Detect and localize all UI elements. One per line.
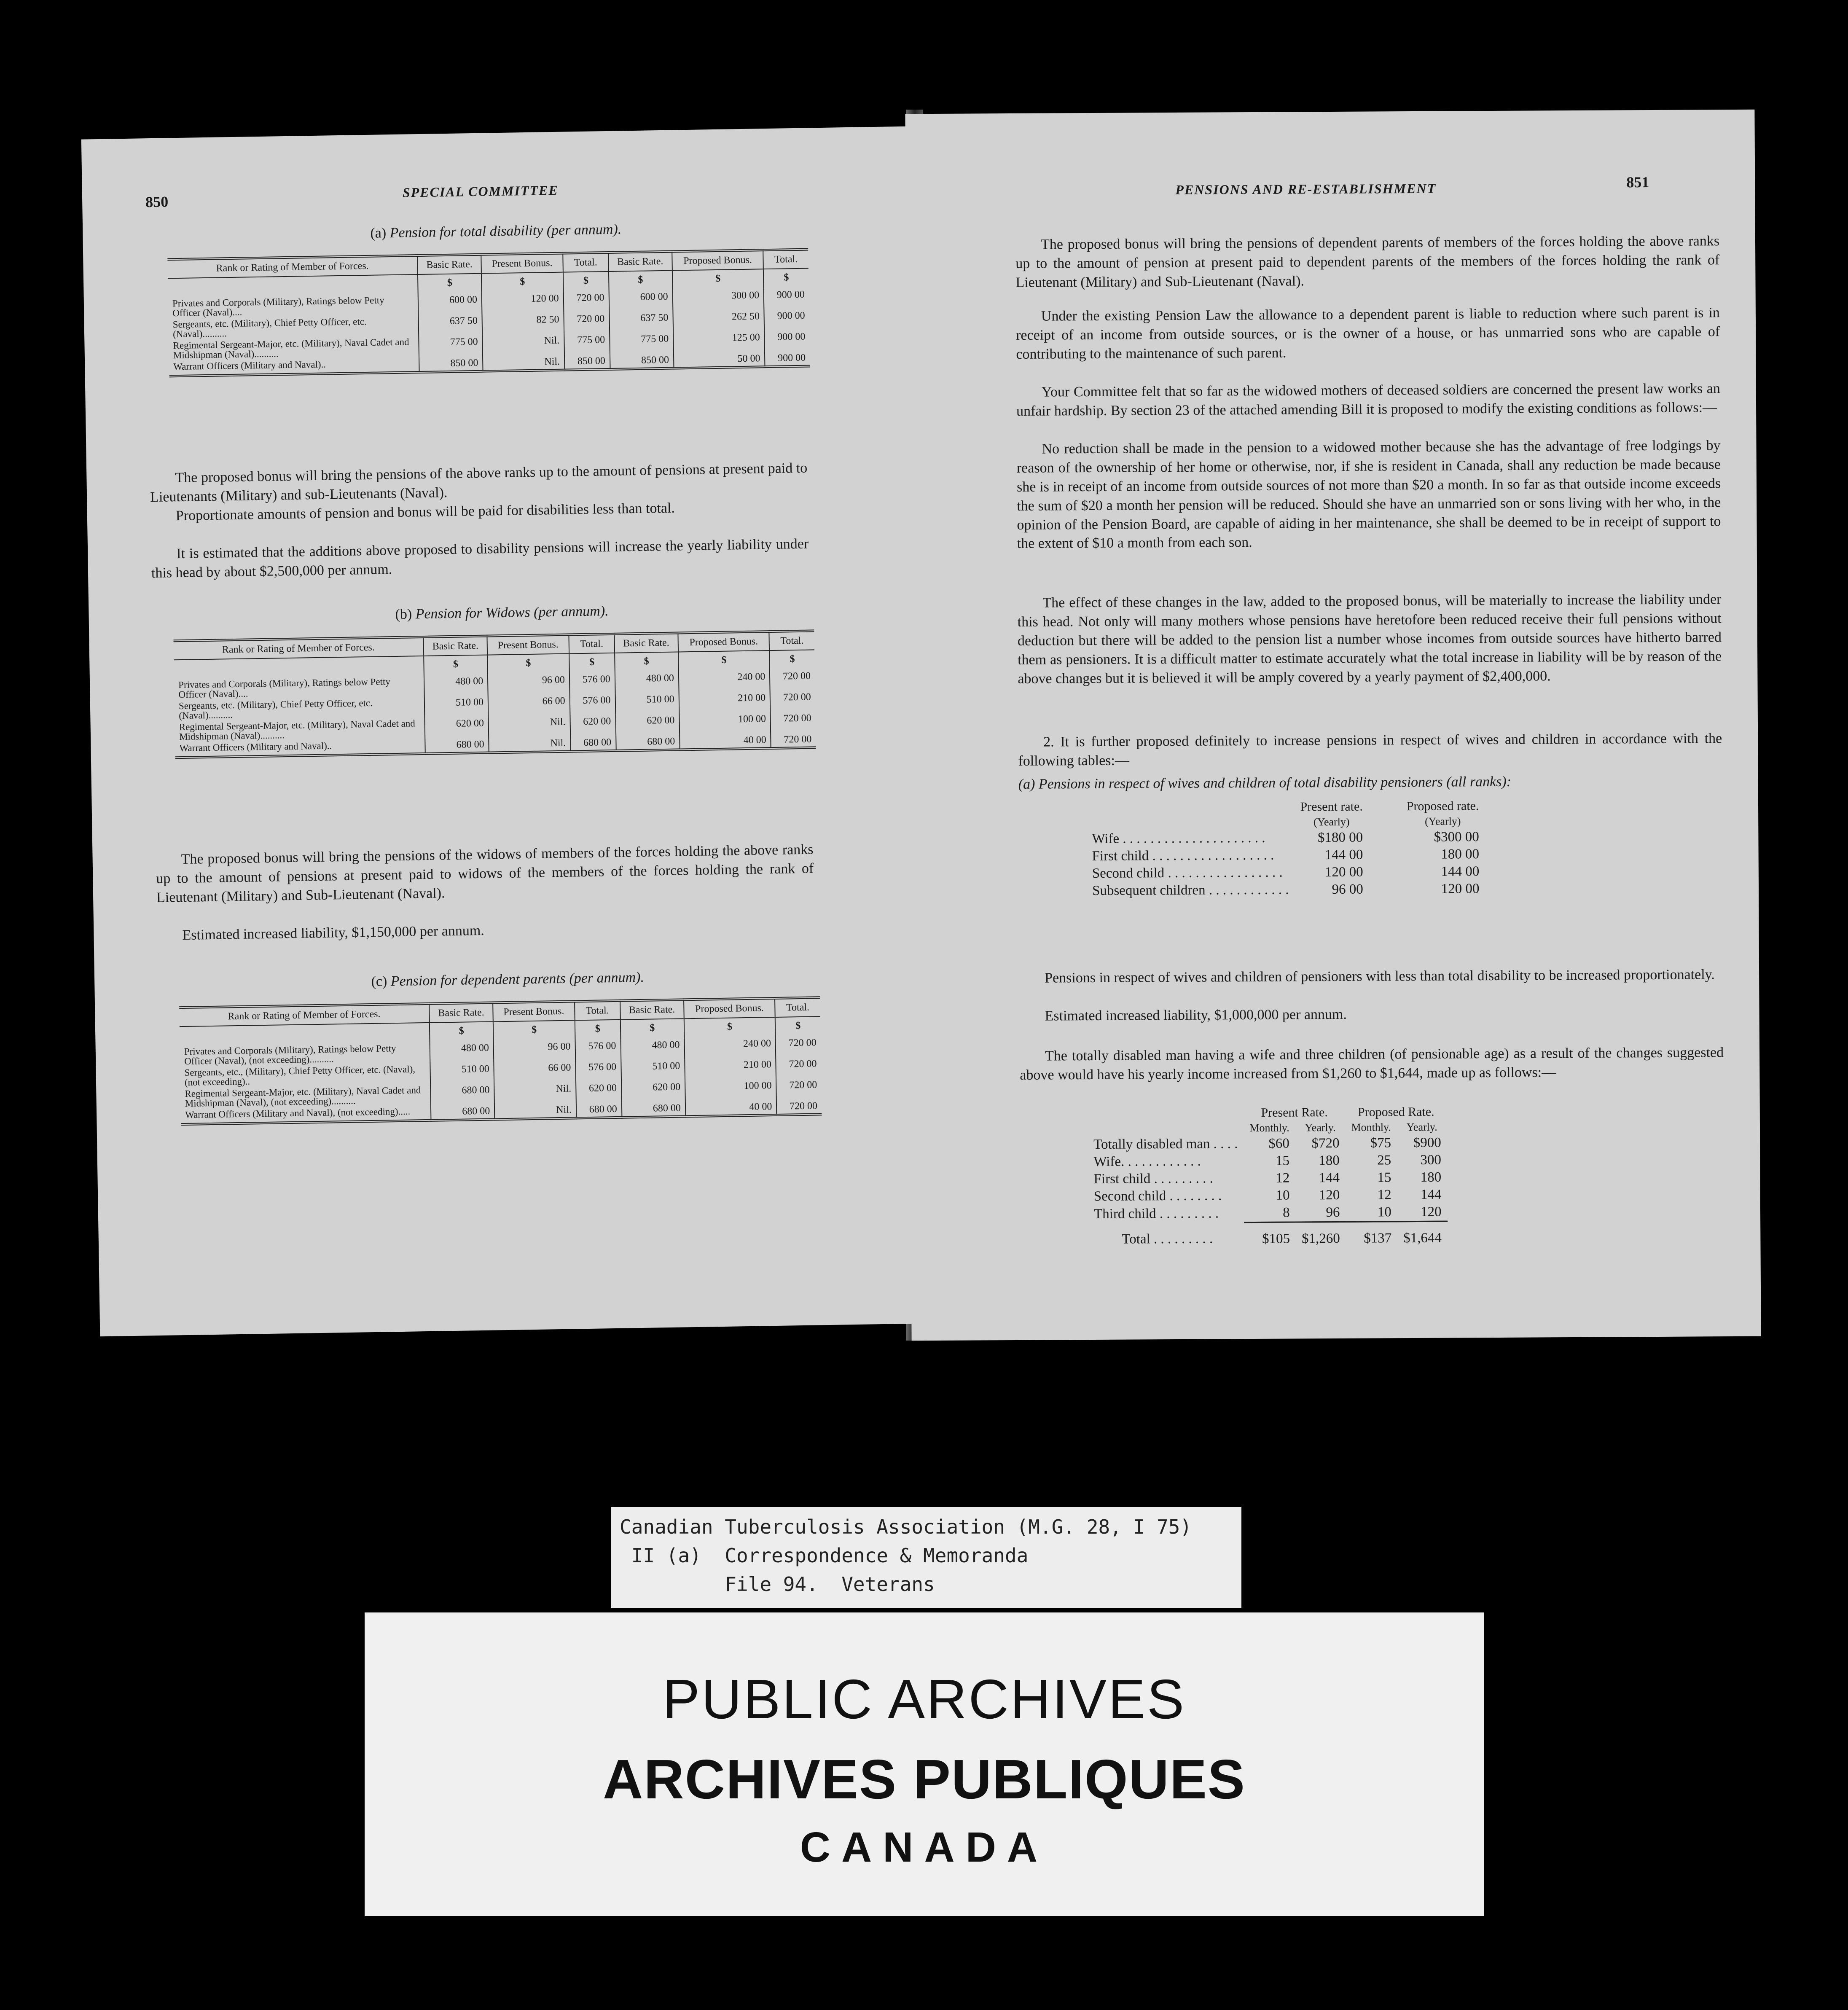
table-cell: 576 00 xyxy=(569,693,615,715)
table-cell: Regimental Sergeant-Major, etc. (Military), Naval Cadet and Midshipman (Naval).......... xyxy=(179,718,415,742)
table-cell: 637 50 xyxy=(609,311,673,333)
col-present-rate: Present rate. xyxy=(1300,799,1363,814)
col-present-bonus: Present Bonus. xyxy=(487,635,569,655)
rate-row: Subsequent children . . . . . . . . . . . . 96 00 120 00 xyxy=(1092,881,1480,898)
table-cell: 510 00 xyxy=(621,1059,685,1081)
table-cell: 720 00 xyxy=(564,312,610,334)
col-basic-rate: Basic Rate. xyxy=(423,636,487,656)
table-cell: Sergeants, etc. (Military), Chief Petty Officer, etc. (Naval).......... xyxy=(178,697,373,721)
table-cell: 40 00 xyxy=(685,1100,777,1116)
col-present-bonus: Present Bonus. xyxy=(493,1001,575,1021)
table-cell: 510 00 xyxy=(424,696,489,717)
table-a xyxy=(167,248,810,378)
col-total-2: Total. xyxy=(763,250,808,269)
table-cell: 720 00 xyxy=(771,732,816,748)
col-proposed-bonus: Proposed Bonus. xyxy=(684,998,775,1019)
income-table xyxy=(1088,1104,1448,1249)
table-c-caption: (c) Pension for dependent parents (per annum). xyxy=(371,969,645,990)
table-b xyxy=(173,629,816,759)
archive-file-label xyxy=(611,1507,1241,1608)
table-cell: 480 00 xyxy=(620,1038,685,1060)
rate-row: Wife . . . . . . . . . . . . . . . . . . . . . $180 00 $300 00 xyxy=(1092,829,1479,846)
col-total: Total. xyxy=(563,253,609,272)
table-cell: 96 00 xyxy=(494,1040,575,1062)
table-cell: 720 00 xyxy=(776,1078,821,1100)
table-cell: Privates and Corporals (Military), Ratings below Petty Officer (Naval), (not exceeding).......... xyxy=(184,1043,396,1067)
col-basic-rate: Basic Rate. xyxy=(417,255,481,275)
col-proposed-rate: Proposed rate. xyxy=(1406,799,1479,814)
table-cell: Nil. xyxy=(494,1082,576,1104)
rate-row: Second child . . . . . . . . . . . . . . . . . 120 00 144 00 xyxy=(1092,864,1480,881)
table-cell: 100 00 xyxy=(685,1079,776,1101)
running-head-title: PENSIONS AND RE-ESTABLISHMENT xyxy=(1175,180,1437,197)
col-basic-rate-2: Basic Rate. xyxy=(620,1000,684,1020)
table-cell: 66 00 xyxy=(488,694,570,717)
table-cell: 620 00 xyxy=(576,1081,622,1103)
left-page xyxy=(81,126,926,1336)
col-basic-rate-2: Basic Rate. xyxy=(608,252,672,272)
table-cell: 262 50 xyxy=(673,309,764,332)
income-row: Wife. . . . . . . . . . . . 15 180 25 300 xyxy=(1093,1152,1442,1169)
col-total-2: Total. xyxy=(775,997,820,1017)
table-cell: 637 50 xyxy=(418,314,482,336)
table-cell: Privates and Corporals (Military), Ratings below Petty Officer (Naval).... xyxy=(172,295,384,319)
table-cell: 720 00 xyxy=(776,1057,821,1079)
table-cell: 480 00 xyxy=(615,671,679,693)
table-cell: Warrant Officers (Military and Naval).. xyxy=(173,359,326,372)
table-cell: 480 00 xyxy=(430,1041,494,1063)
unit-row: $ $ $ $ $ $ xyxy=(174,650,815,680)
left-running-head xyxy=(82,177,909,215)
table-cell: Regimental Sergeant-Major, etc. (Military), Naval Cadet and Midshipman (Naval), (not exceeding).......... xyxy=(185,1085,421,1109)
table-cell: Nil. xyxy=(494,1103,576,1119)
table-cell: 900 00 xyxy=(765,351,810,366)
table-cell: 850 00 xyxy=(564,354,610,370)
table-cell: 680 00 xyxy=(576,1102,622,1118)
paragraph: The totally disabled man having a wife and three children (of pensionable age) as a result of the changes suggested above would have his yearly income increased from $1,260 to $1,644, made up as follows:— xyxy=(1020,1045,1724,1083)
table-cell: Privates and Corporals (Military), Ratings below Petty Officer (Naval).... xyxy=(178,676,391,700)
archive-stamp-line: ARCHIVES PUBLIQUES xyxy=(603,1748,1246,1810)
table-cell: 900 00 xyxy=(764,309,809,331)
present-rate-header: Present Rate. xyxy=(1261,1105,1328,1120)
label-line: File 94. Veterans xyxy=(620,1573,935,1596)
table-cell: 600 00 xyxy=(609,290,673,312)
income-row: Third child . . . . . . . . . 8 96 10 120 xyxy=(1088,1204,1448,1223)
table-cell: 850 00 xyxy=(419,356,483,372)
paragraph: The proposed bonus will bring the pensions of the widows of members of the forces holding the above ranks up to the amount of pensions at present paid to widows of the members of the forces holding the rank of Lieutenant (Military) and Sub-Lieutenant (Naval). xyxy=(156,841,814,906)
table-cell: Warrant Officers (Military and Naval).. xyxy=(179,740,332,754)
table-cell: 900 00 xyxy=(765,330,810,352)
right-page xyxy=(905,110,1761,1341)
paragraph: 2. It is further proposed definitely to increase pensions in respect of wives and children in accordance with the following tables:— xyxy=(1018,731,1722,769)
col-total: Total. xyxy=(575,1001,620,1021)
archive-stamp-line: PUBLIC ARCHIVES xyxy=(662,1668,1186,1730)
income-row: Totally disabled man . . . . $60 $720 $75 $900 xyxy=(1093,1135,1441,1152)
table-cell: Regimental Sergeant-Major, etc. (Military), Naval Cadet and Midshipman (Naval).......... xyxy=(173,336,409,361)
label-line: Canadian Tuberculosis Association (M.G. 28, I 75) xyxy=(620,1516,1192,1538)
running-head-title: SPECIAL COMMITTEE xyxy=(402,182,559,200)
table-cell: 720 00 xyxy=(771,711,816,733)
col-monthly: Monthly. xyxy=(1351,1121,1391,1134)
table-cell: 240 00 xyxy=(679,670,770,692)
table-cell: 720 00 xyxy=(770,690,815,712)
table-cell: 720 00 xyxy=(563,291,609,313)
col-monthly: Monthly. xyxy=(1249,1121,1289,1134)
table-cell: 576 00 xyxy=(575,1039,621,1061)
table-cell: 210 00 xyxy=(685,1058,776,1080)
paragraph: Under the existing Pension Law the allowance to a dependent parent is liable to reduction where such parent is in receipt of an income from outside sources, or is the owner of a house, or has unmarried sons who are capable of contributing to the maintenance of such parent. xyxy=(1016,305,1720,362)
paragraph: Pensions in respect of wives and children of pensioners with less than total disability to be increased proportionately. xyxy=(1045,967,1715,986)
paragraph: The proposed bonus will bring the pensions of dependent parents of members of the forces holding the above ranks up to the amount of pension at present paid to dependent parents of the members of the forces holding the rank of Lieutenant (Military) and Sub-Lieutenant (Naval). xyxy=(1015,233,1720,290)
paragraph: Estimated increased liability, $1,150,000 per annum. xyxy=(182,922,485,943)
proposed-rate-header: Proposed Rate. xyxy=(1357,1104,1434,1119)
col-rank: Rank or Rating of Member of Forces. xyxy=(228,1008,381,1022)
table-cell: 850 00 xyxy=(610,353,674,369)
table-cell: 620 00 xyxy=(621,1080,685,1102)
col-total-2: Total. xyxy=(769,631,814,650)
paragraph: The effect of these changes in the law, added to the proposed bonus, will be materially to increase the liability under this head. Not only will many mothers whose pensions have heretofore been reduced receive their full pensions without deduction but there will be added to the pension list a number whose incomes from outside sources have hitherto barred them as pensioners. It is a difficult matter to estimate accurately what the total increase in liability will be by reason of the above changes but it is believed it will be amply covered by a yearly payment of $2,400,000. xyxy=(1017,591,1722,687)
col-proposed-bonus: Proposed Bonus. xyxy=(678,631,769,652)
table-cell: 775 00 xyxy=(610,332,674,354)
table-cell: Sergeants, etc. (Military), Chief Petty Officer, etc. (Naval).......... xyxy=(172,316,367,340)
table-cell: 620 00 xyxy=(570,715,616,736)
table-cell: 40 00 xyxy=(680,733,771,750)
table-cell: 100 00 xyxy=(679,712,771,734)
table-cell: 125 00 xyxy=(673,331,765,353)
income-row: First child . . . . . . . . . 12 144 15 180 xyxy=(1093,1169,1442,1187)
page-number: 850 xyxy=(145,193,169,211)
table-cell: 680 00 xyxy=(430,1083,494,1105)
table-cell: 680 00 xyxy=(622,1101,686,1117)
income-row: Second child . . . . . . . . 10 120 12 144 xyxy=(1093,1187,1442,1204)
table-cell: Warrant Officers (Military and Naval), (not exceeding)..... xyxy=(185,1106,411,1120)
archive-stamp-line: CANADA xyxy=(800,1824,1049,1871)
table-cell: 120 00 xyxy=(482,292,564,314)
table-cell: 720 00 xyxy=(770,669,815,691)
table-b-caption: (b) Pension for Widows (per annum). xyxy=(395,603,609,623)
table-cell: 210 00 xyxy=(679,691,770,713)
right-running-head xyxy=(905,160,1755,197)
table-a-caption: (a) Pension for total disability (per annum). xyxy=(370,221,622,241)
table-cell: 680 00 xyxy=(431,1104,495,1120)
label-line: II (a) Correspondence & Memoranda xyxy=(620,1544,1029,1567)
table-cell: 720 00 xyxy=(776,1036,821,1058)
paragraph: Estimated increased liability, $1,000,000 per annum. xyxy=(1045,1006,1347,1024)
table-cell: Nil. xyxy=(482,334,564,356)
table-cell: 510 00 xyxy=(430,1062,494,1084)
page-number: 851 xyxy=(1626,174,1649,191)
table-cell: 620 00 xyxy=(424,717,489,739)
paragraph: The proposed bonus will bring the pensions of the above ranks up to the amount of pensions at present paid to Lieutenants (Military) and sub-Lieutenants (Naval). xyxy=(150,460,808,505)
table-cell: 300 00 xyxy=(672,288,764,311)
unit-row: $ $ $ $ $ $ xyxy=(180,1016,821,1046)
table-cell: 510 00 xyxy=(615,692,679,714)
table-cell: Nil. xyxy=(489,715,570,738)
table-cell: 50 00 xyxy=(674,352,765,368)
rate-table xyxy=(1086,798,1485,900)
table-cell: 775 00 xyxy=(419,335,483,357)
subheading: (a) Pensions in respect of wives and children of total disability pensioners (all ranks): xyxy=(1018,774,1512,792)
table-cell: 620 00 xyxy=(615,713,680,735)
col-yearly: Yearly. xyxy=(1406,1121,1437,1134)
table-cell: 480 00 xyxy=(424,674,488,696)
table-cell: 775 00 xyxy=(564,333,610,355)
col-sub: (Yearly) xyxy=(1425,815,1461,828)
col-proposed-bonus: Proposed Bonus. xyxy=(672,250,763,271)
table-cell: 680 00 xyxy=(570,736,616,751)
col-basic-rate-2: Basic Rate. xyxy=(614,633,678,653)
paragraph: Proportionate amounts of pension and bonus will be paid for disabilities less than total. xyxy=(175,500,675,524)
col-yearly: Yearly. xyxy=(1305,1121,1336,1134)
rate-row: First child . . . . . . . . . . . . . . . . . . 144 00 180 00 xyxy=(1092,846,1480,864)
table-cell: 576 00 xyxy=(575,1060,621,1082)
col-sub: (Yearly) xyxy=(1313,815,1350,828)
table-cell: 576 00 xyxy=(569,672,615,694)
archive-stamp-card xyxy=(365,1612,1484,1916)
table-cell: 720 00 xyxy=(776,1099,822,1115)
table-cell: 82 50 xyxy=(482,313,564,335)
col-basic-rate: Basic Rate. xyxy=(429,1002,493,1023)
table-cell: 600 00 xyxy=(418,293,482,315)
table-cell: Nil. xyxy=(483,355,564,371)
table-cell: 900 00 xyxy=(764,288,809,309)
paragraph: It is estimated that the additions above proposed to disability pensions will increase the yearly liability under this head by about $2,500,000 per annum. xyxy=(151,536,809,581)
col-present-bonus: Present Bonus. xyxy=(481,253,563,274)
table-cell: 240 00 xyxy=(684,1037,776,1059)
paragraph: Your Committee felt that so far as the widowed mothers of deceased soldiers are concerned the present law works an unfair hardship. By section 23 of the attached amending Bill it is proposed to modify the existing conditions as follows:— xyxy=(1016,381,1720,419)
table-c xyxy=(179,996,822,1126)
table-cell: 96 00 xyxy=(488,673,569,696)
table-cell: 680 00 xyxy=(616,734,680,750)
table-cell: Nil. xyxy=(489,736,570,753)
table-cell: 66 00 xyxy=(494,1061,575,1083)
col-rank: Rank or Rating of Member of Forces. xyxy=(216,260,369,274)
paragraph: No reduction shall be made in the pension to a widowed mother because she has the advantage of free lodgings by reason of the ownership of her home or otherwise, nor, if she is resident in Canada, shall any reduction be made because she is in receipt of an income from outside sources of not more than $20 a month. In so far as that outside income exceeds the sum of $20 a month her pension will be reduced. Should she have an unmarried son or sons living with her who, in the opinion of the Pension Board, are capable of aiding in her maintenance, she shall be deemed to be in receipt of support to the extent of $10 a month from each son. xyxy=(1016,438,1721,552)
col-total: Total. xyxy=(569,634,615,654)
income-total-row: Total . . . . . . . . . $105 $1,260 $137 $1,644 xyxy=(1122,1230,1442,1247)
table-cell: 680 00 xyxy=(425,738,489,754)
unit-row: $ $ $ $ $ $ xyxy=(168,269,809,298)
table-cell: Sergeants, etc., (Military), Chief Petty Officer, etc. (Naval), (not exceeding).. xyxy=(184,1064,416,1088)
col-rank: Rank or Rating of Member of Forces. xyxy=(222,642,375,656)
